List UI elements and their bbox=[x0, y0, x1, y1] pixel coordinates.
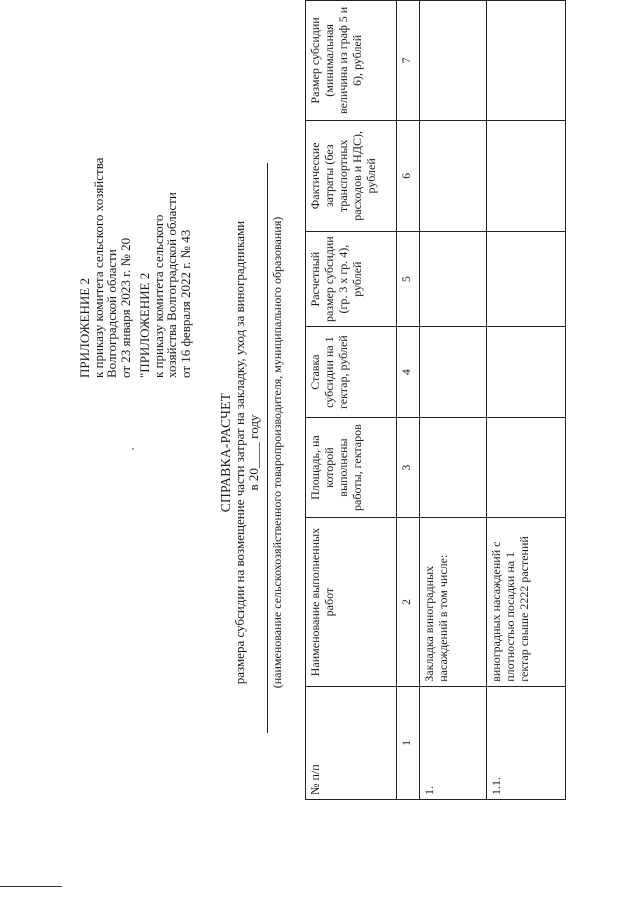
column-number-row bbox=[397, 1, 420, 800]
header-cell: Наименование выполненных работ bbox=[306, 518, 397, 686]
column-number-cell: 7 bbox=[397, 1, 420, 121]
document-title: СПРАВКА-РАСЧЕТ bbox=[218, 392, 233, 513]
empty-cell bbox=[487, 1, 566, 121]
footnote-rule bbox=[0, 886, 62, 887]
header-cell: Размер субсидии (минимальная величина из граф 5 и 6), рублей bbox=[306, 1, 397, 121]
document-subtitle: размера субсидии на возмещение части затрат на закладку, уход за виноградниками bbox=[232, 220, 247, 685]
row-name-cell: Закладка виноградных насаждений в том числе: bbox=[420, 518, 487, 686]
header-cell: Ставка субсидии на 1 гектар, рублей bbox=[306, 327, 397, 417]
column-number-cell: 3 bbox=[397, 417, 420, 517]
annex-old-line3: хозяйства Волгоградской области bbox=[164, 192, 179, 378]
annex-new-block bbox=[78, 158, 132, 378]
annex-new-line1: ПРИЛОЖЕНИЕ 2 bbox=[77, 278, 92, 378]
header-cell: Расчетный размер субсидии (гр. 3 x гр. 4), рублей bbox=[306, 231, 397, 327]
annex-old-line2: к приказу комитета сельского bbox=[150, 214, 166, 378]
table-header-row bbox=[306, 1, 397, 800]
annex-old-block bbox=[138, 192, 192, 378]
row-number-cell: 1. bbox=[420, 686, 487, 799]
org-name-caption: (наименование сельскохозяйственного товаропроизводителя, муниципального образования) bbox=[270, 216, 284, 689]
subsidy-table bbox=[305, 0, 566, 800]
empty-cell bbox=[487, 417, 566, 517]
column-number-cell: 5 bbox=[397, 231, 420, 327]
header-cell: Площадь, на которой выполнены работы, гектаров bbox=[306, 417, 397, 517]
empty-cell bbox=[487, 231, 566, 327]
annex-new-line2: к приказу комитета сельского хозяйства bbox=[90, 157, 106, 378]
row-number-cell: 1.1. bbox=[487, 686, 566, 799]
annex-new-line3: Волгоградской области bbox=[104, 249, 119, 378]
scan-speck bbox=[132, 448, 134, 450]
row-name-cell: виноградных насаждений с плотностью посадки на 1 гектар свыше 2222 растений bbox=[487, 518, 566, 686]
empty-cell bbox=[420, 327, 487, 417]
empty-cell bbox=[420, 417, 487, 517]
column-number-cell: 4 bbox=[397, 327, 420, 417]
header-cell: Фактические затраты (без транспортных расходов и НДС), рублей bbox=[306, 120, 397, 231]
column-number-cell: 2 bbox=[397, 518, 420, 686]
empty-cell bbox=[420, 120, 487, 231]
empty-cell bbox=[420, 231, 487, 327]
org-name-line bbox=[267, 163, 268, 733]
annex-new-line4: от 23 января 2023 г. № 20 bbox=[117, 237, 133, 378]
annex-old-line4: от 16 февраля 2022 г. № 43 bbox=[177, 229, 193, 378]
annex-old-line1: "ПРИЛОЖЕНИЕ 2 bbox=[137, 272, 152, 378]
empty-cell bbox=[487, 120, 566, 231]
table-row bbox=[420, 1, 487, 800]
empty-cell bbox=[420, 1, 487, 121]
table-row bbox=[487, 1, 566, 800]
column-number-cell: 1 bbox=[397, 686, 420, 799]
header-cell: № п/п bbox=[306, 686, 397, 799]
empty-cell bbox=[487, 327, 566, 417]
column-number-cell: 6 bbox=[397, 120, 420, 231]
year-line: в 20____ году bbox=[246, 414, 261, 491]
